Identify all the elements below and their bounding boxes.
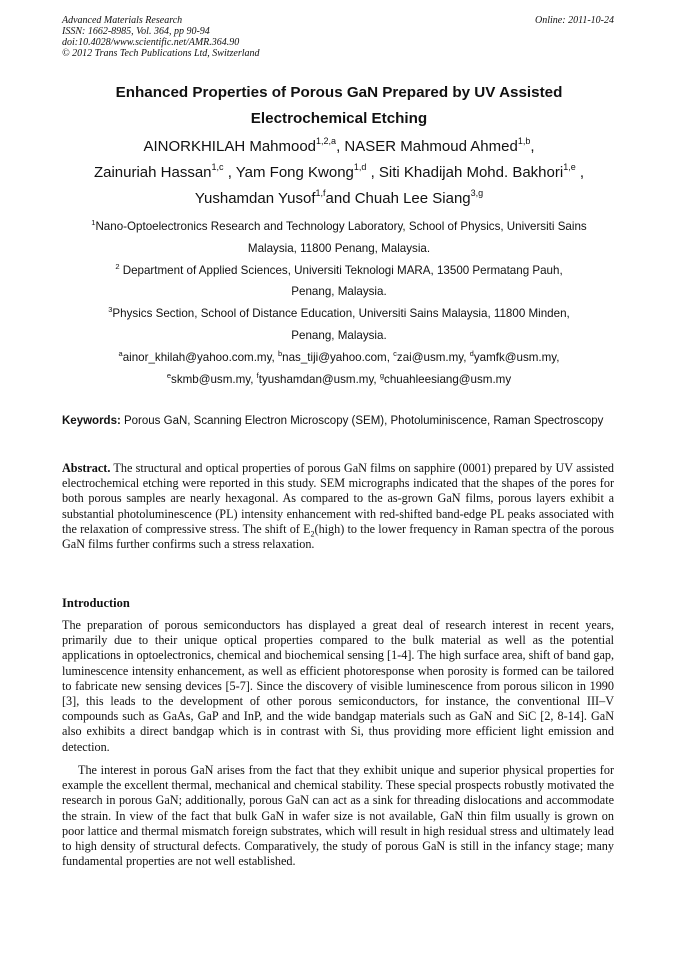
author-sup: 1,d — [353, 162, 367, 172]
author-name: AINORKHILAH Mahmood — [143, 138, 317, 155]
keywords-text: Porous GaN, Scanning Electron Microscopy (SEM), Photoluminiscence, Raman Spectroscopy — [120, 415, 604, 427]
affiliation-3 — [62, 303, 616, 347]
introduction-paragraph-2: The interest in porous GaN arises from the fact that they exhibit unique and superior physical properties for example the excellent thermal, mechanical and chemical stability. These special prospects robustly motivated the research in porous GaN; additionally, porous GaN can act as a sink for threading dislocations and accommodate the strain. In view of the fact that bulk GaN in wafer size is not available, GaN thin film usually is grown on poor lattice and thermal mismatch foreign substrates, which will result in high residual stress and ultimately lead to high density of structural defects. Comparatively, the study of porous GaN is still in the infancy stage; many fundamental properties are not well established. — [62, 763, 614, 869]
email-sup: e — [166, 370, 172, 380]
author-sup: 1,e — [563, 162, 576, 172]
author-line-1 — [62, 134, 616, 160]
email-sup: a — [118, 348, 123, 358]
doi-line: doi:10.4028/www.scientific.net/AMR.364.90 — [62, 37, 240, 48]
email-address: tyushamdan@usm.my, — [258, 372, 380, 386]
author-name: , Siti Khadijah Mohd. Bakhori — [366, 164, 564, 181]
affiliation-text: Physics Section, School of Distance Education, Universiti Sains Malaysia, 11800 Minden, — [112, 307, 570, 321]
abstract-text: (high) to the lower frequency in Raman spectra of the porous GaN films further confirms such a stress relaxation. — [62, 521, 614, 552]
affiliation-text: Department of Applied Sciences, Universiti Teknologi MARA, 13500 Permatang Pauh, — [119, 263, 563, 277]
keywords-label: Keywords: — [62, 415, 121, 427]
title-line-1: Enhanced Properties of Porous GaN Prepared by UV Assisted — [115, 84, 563, 101]
paper-title — [62, 80, 616, 132]
affiliation-sup: 1 — [91, 218, 96, 228]
abstract — [62, 461, 614, 552]
email-sup: b — [277, 348, 283, 358]
email-sup: g — [379, 370, 385, 380]
email-list — [62, 347, 616, 391]
affiliation-1 — [62, 216, 616, 260]
abstract-text: The structural and optical properties of porous GaN films on sapphire (0001) prepared by UV assisted electrochemical etching were reported in this study. SEM micrographs indicated that the shapes of the pores for both porous samples are nearly hexagonal. As compared to the as-grown GaN films, porous layers exhibit a substantial photoluminescence (PL) intensity enhancement with red-shifted band-edge PL peaks associated with the relaxation of compressive stress. The shift of E — [62, 461, 614, 536]
author-sup: 1,b — [517, 136, 531, 146]
author-sup: 1,2,a — [316, 136, 337, 146]
introduction-heading: Introduction — [62, 596, 130, 610]
journal-name: Advanced Materials Research — [62, 15, 183, 26]
running-header — [62, 15, 614, 59]
email-address: nas_tiji@yahoo.com, — [282, 350, 394, 364]
author-sup: 1,c — [211, 162, 224, 172]
affiliation-sup: 3 — [108, 305, 113, 315]
affiliation-text: Malaysia, 11800 Penang, Malaysia. — [247, 241, 431, 255]
copyright-line: © 2012 Trans Tech Publications Ltd, Switzerland — [62, 48, 260, 59]
author-line-3 — [62, 186, 616, 212]
author-name: and Chuah Lee Siang — [325, 190, 471, 207]
email-address: chuahleesiang@usm.my — [384, 372, 512, 386]
author-line-2 — [62, 160, 616, 186]
affiliation-text: Penang, Malaysia. — [291, 328, 387, 342]
email-address: zai@usm.my, — [396, 350, 470, 364]
author-name: , Yam Fong Kwong — [223, 164, 354, 181]
affiliations — [62, 216, 616, 390]
introduction-paragraph-1: The preparation of porous semiconductors has displayed a great deal of research interest in recent years, primarily due to their unique optical properties compared to the bulk material as well as the potential applications in optoelectronics, chemical and biochemical sensing [1-4]. The high surface area, shift of band gap, luminescence intensity enhancement, as well as efficient photoresponse when porosity is formed can be tailored to fabricate new sensing devices [5-7]. Since the discovery of visible luminescence from porous silicon in 1990 [3], this leads to the development of other porous semiconductors, for instance, the conventional III–V compounds such as GaAs, GaP and InP, and the wide bandgap materials such as GaN and SiC [2, 8-14]. GaN also exhibits a direct bandgap which is in contrast with Si, thus providing more efficient light emission and detection. — [62, 618, 614, 754]
author-sep: , — [575, 164, 585, 181]
author-list — [62, 134, 616, 212]
affiliation-2 — [62, 260, 616, 304]
email-sup: f — [256, 370, 259, 380]
author-name: , NASER Mahmoud Ahmed — [336, 138, 518, 155]
author-name: Zainuriah Hassan — [93, 164, 212, 181]
online-date: Online: 2011-10-24 — [535, 15, 614, 26]
author-sup: 1,f — [315, 188, 326, 198]
issn-line: ISSN: 1662-8985, Vol. 364, pp 90-94 — [62, 26, 210, 37]
abstract-label: Abstract. — [62, 461, 111, 475]
email-sup: c — [393, 348, 397, 358]
affiliation-sup: 2 — [115, 261, 120, 271]
author-sup: 3,g — [470, 188, 484, 198]
keywords — [62, 414, 614, 429]
email-address: yamfk@usm.my, — [473, 350, 560, 364]
email-address: ainor_khilah@yahoo.com.my, — [122, 350, 278, 364]
abstract-subscript: 2 — [310, 529, 315, 539]
author-name: Yushamdan Yusof — [194, 190, 316, 207]
affiliation-text: Penang, Malaysia. — [291, 285, 387, 299]
author-sep: , — [530, 138, 535, 155]
affiliation-text: Nano-Optoelectronics Research and Technology Laboratory, School of Physics, Universiti Sains — [95, 220, 587, 233]
email-sup: d — [469, 348, 474, 358]
email-address: skmb@usm.my, — [171, 372, 257, 386]
title-line-2: Electrochemical Etching — [250, 110, 428, 127]
